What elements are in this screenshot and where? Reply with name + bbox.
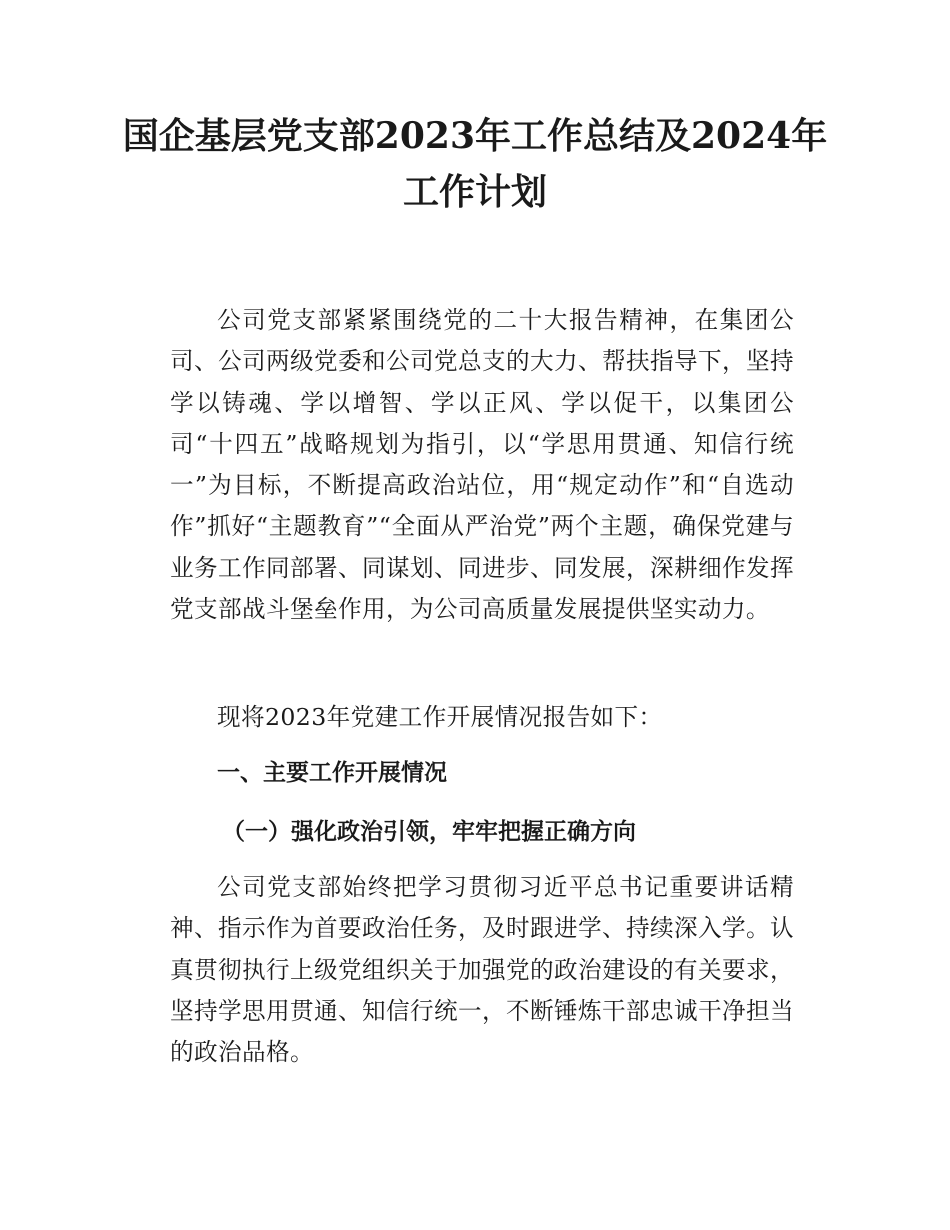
political-guidance-paragraph: 公司党支部始终把学习贯彻习近平总书记重要讲话精神、指示作为首要政治任务，及时跟进学、持续深入学。认真贯彻执行上级党组织关于加强党的政治建设的有关要求，坚持学思用贯通、知信行统一，不断锤炼干部忠诚干净担当的政治品格。 — [170, 873, 794, 1067]
document-title-line-1: 国企基层党支部2023年工作总结及2024年 — [122, 115, 828, 157]
document-title-line-2: 工作计划 — [402, 171, 547, 213]
section-heading-main-work: 一、主要工作开展情况 — [217, 760, 447, 786]
intro-paragraph: 公司党支部紧紧围绕党的二十大报告精神，在集团公司、公司两级党委和公司党总支的大力、帮扶指导下，坚持学以铸魂、学以增智、学以正风、学以促干，以集团公司“十四五”战略规划为指引，以“学思用贯通、知信行统一”为目标，不断提高政治站位，用“规定动作”和“自选动作”抓好“主题教育”“全面从严治党”两个主题，确保党建与业务工作同部署、同谋划、同进步、同发展，深耕细作发挥党支部战斗堡垒作用，为公司高质量发展提供坚实动力。 — [170, 306, 794, 624]
report-lead-paragraph: 现将2023年党建工作开展情况报告如下： — [217, 703, 663, 731]
subsection-heading-political-guidance: （一）强化政治引领，牢牢把握正确方向 — [222, 819, 636, 845]
